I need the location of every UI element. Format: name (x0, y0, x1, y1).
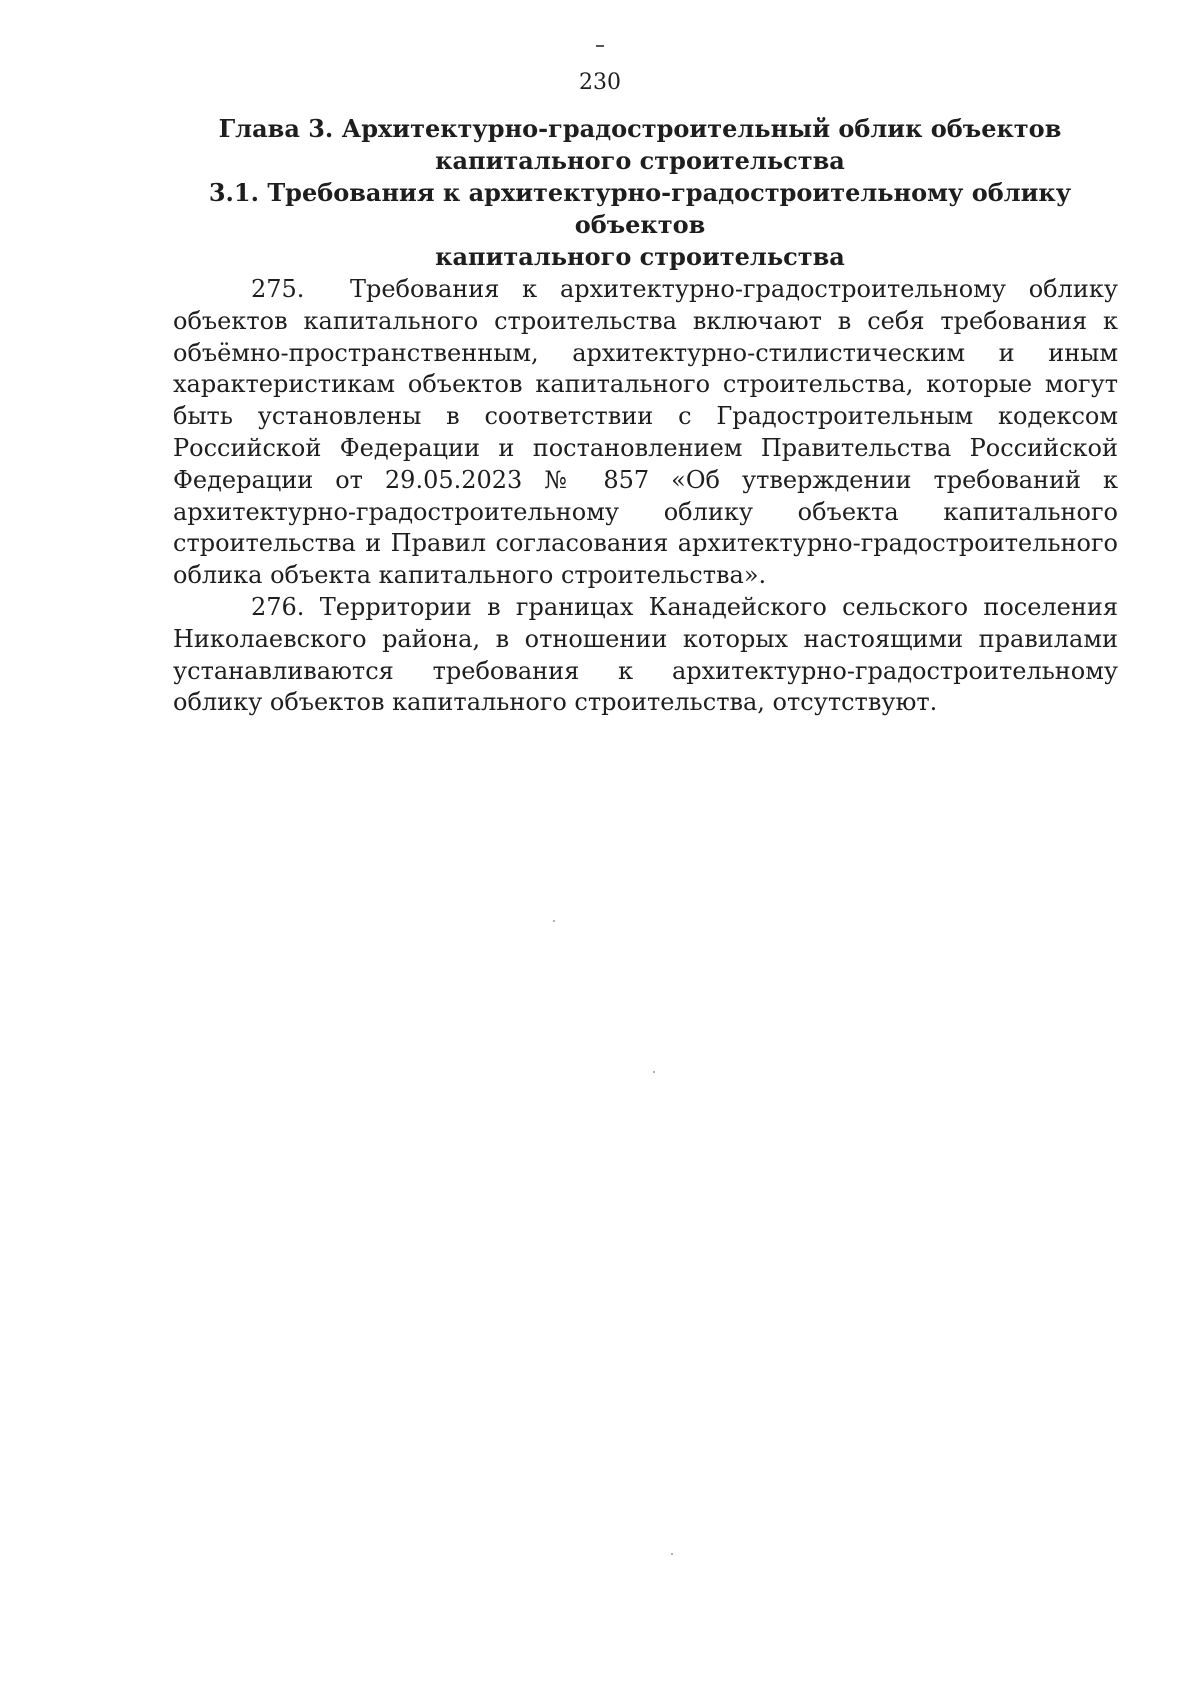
scan-speck (553, 920, 555, 922)
chapter-title-line-1: Глава 3. Архитектурно-градостроительный облик объектов (218, 114, 1062, 143)
paragraph-276 (173, 592, 1118, 719)
scan-artifact-mark (596, 45, 604, 47)
chapter-title-line-2: капитального строительства (435, 146, 845, 175)
paragraph-text: Требования к архитектурно-градостроительному облику объектов капитального строительства включают в себя требования к объёмно-пространственным, архитектурно-стилистическим и иным характеристикам объектов капитального строительства, которые могут быть установлены в соответствии с Градостроительным кодексом Российской Федерации и постановлением Правительства Российской Федерации от 29.05.2023 № 857 «Об утверждении требований к архитектурно-градостроительному облику объекта капитального строительства и Правил согласования архитектурно-градостроительного облика объекта капитального строительства». (173, 275, 1118, 590)
scan-speck (653, 1071, 655, 1073)
scan-speck (671, 1553, 673, 1555)
paragraph-number: 276. (251, 592, 305, 621)
paragraph-275 (173, 274, 1118, 592)
section-title-line-1: 3.1. Требования к архитектурно-градостроительному облику объектов (208, 178, 1072, 239)
body-text (173, 274, 1118, 719)
headings-block (170, 113, 1110, 273)
page-number: 230 (579, 70, 621, 95)
paragraph-number: 275. (251, 275, 305, 303)
section-title-line-2: капитального строительства (435, 242, 845, 271)
paragraph-text: Территории в границах Канадейского сельского поселения Николаевского района, в отношении которых настоящими правилами устанавливаются требования к архитектурно-градостроительному облику объектов капитального строительства, отсутствуют. (173, 592, 1118, 717)
